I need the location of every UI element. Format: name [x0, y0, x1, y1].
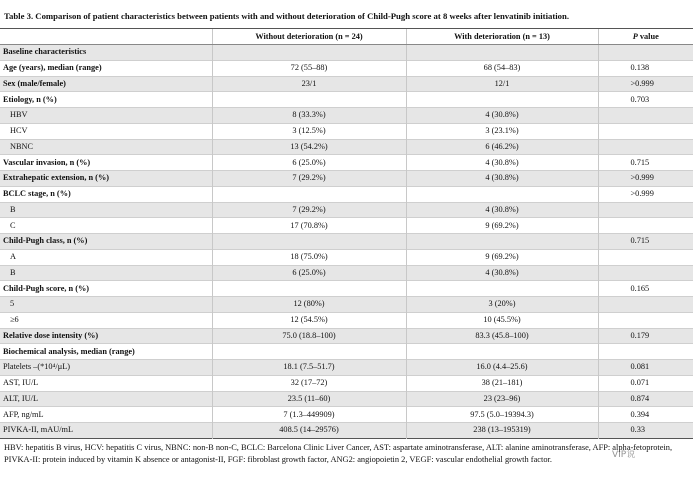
row-label: Relative dose intensity (%)	[3, 330, 99, 340]
cell-p-value: 0.874	[598, 391, 693, 407]
cell-p-value	[598, 123, 693, 139]
cell-without-deterioration	[212, 344, 406, 360]
row-label: HCV	[10, 126, 28, 136]
cell-with-deterioration	[406, 186, 598, 202]
cell-without-deterioration: 18.1 (7.5–51.7)	[212, 360, 406, 376]
cell-p-value	[598, 249, 693, 265]
table-row	[0, 297, 693, 313]
cell-with-deterioration: 4 (30.8%)	[406, 171, 598, 187]
table-row	[0, 234, 693, 250]
cell-p-value	[598, 297, 693, 313]
table-row	[0, 60, 693, 76]
cell-p-value: 0.394	[598, 407, 693, 423]
cell-p-value: >0.999	[598, 186, 693, 202]
row-label: ≥6	[10, 315, 19, 325]
cell-without-deterioration: 7 (1.3–449909)	[212, 407, 406, 423]
table-row	[0, 360, 693, 376]
cell-with-deterioration	[406, 234, 598, 250]
cell-without-deterioration: 18 (75.0%)	[212, 249, 406, 265]
cell-without-deterioration: 17 (70.8%)	[212, 218, 406, 234]
patient-characteristics-table	[0, 28, 693, 439]
cell-p-value	[598, 344, 693, 360]
cell-without-deterioration: 23/1	[212, 76, 406, 92]
table-row	[0, 92, 693, 108]
cell-without-deterioration	[212, 186, 406, 202]
cell-p-value: 0.138	[598, 60, 693, 76]
cell-without-deterioration: 408.5 (14–29576)	[212, 423, 406, 439]
header-without-deterioration: Without deterioration (n = 24)	[212, 29, 406, 45]
table-row	[0, 123, 693, 139]
row-label: 5	[10, 299, 15, 309]
cell-with-deterioration: 12/1	[406, 76, 598, 92]
cell-p-value	[598, 45, 693, 61]
row-label: AST, IU/L	[3, 378, 39, 388]
cell-with-deterioration: 4 (30.8%)	[406, 202, 598, 218]
row-label: Child-Pugh score, n (%)	[3, 283, 90, 293]
cell-p-value: 0.179	[598, 328, 693, 344]
cell-with-deterioration: 9 (69.2%)	[406, 249, 598, 265]
cell-p-value	[598, 218, 693, 234]
cell-with-deterioration: 4 (30.8%)	[406, 108, 598, 124]
row-label: Age (years), median (range)	[3, 63, 102, 73]
table-body	[0, 45, 693, 439]
table-caption: Table 3. Comparison of patient characteristics between patients with and without deterioration of Child-Pugh score at 8 weeks after lenvatinib initiation.	[4, 11, 569, 21]
row-label: PIVKA-II, mAU/mL	[3, 425, 74, 435]
cell-without-deterioration: 6 (25.0%)	[212, 155, 406, 171]
cell-without-deterioration: 12 (80%)	[212, 297, 406, 313]
row-label: HBV	[10, 110, 28, 120]
cell-without-deterioration: 13 (54.2%)	[212, 139, 406, 155]
table-row	[0, 139, 693, 155]
cell-p-value	[598, 312, 693, 328]
cell-with-deterioration: 4 (30.8%)	[406, 265, 598, 281]
table-row	[0, 328, 693, 344]
table-header-row	[0, 29, 693, 45]
row-label: C	[10, 220, 16, 230]
cell-p-value	[598, 202, 693, 218]
cell-with-deterioration	[406, 281, 598, 297]
cell-p-value: >0.999	[598, 171, 693, 187]
cell-with-deterioration: 83.3 (45.8–100)	[406, 328, 598, 344]
header-characteristic	[0, 29, 212, 45]
table-row	[0, 155, 693, 171]
cell-without-deterioration: 23.5 (11–60)	[212, 391, 406, 407]
row-label: Sex (male/female)	[3, 78, 66, 88]
cell-with-deterioration: 4 (30.8%)	[406, 155, 598, 171]
cell-without-deterioration: 6 (25.0%)	[212, 265, 406, 281]
cell-without-deterioration: 32 (17–72)	[212, 375, 406, 391]
header-with-deterioration: With deterioration (n = 13)	[406, 29, 598, 45]
cell-without-deterioration: 7 (29.2%)	[212, 202, 406, 218]
row-label: B	[10, 204, 16, 214]
row-label: BCLC stage, n (%)	[3, 189, 71, 199]
cell-with-deterioration: 3 (23.1%)	[406, 123, 598, 139]
table-row	[0, 249, 693, 265]
cell-p-value: 0.33	[598, 423, 693, 439]
cell-without-deterioration: 7 (29.2%)	[212, 171, 406, 187]
table-row	[0, 423, 693, 439]
cell-p-value	[598, 108, 693, 124]
cell-with-deterioration: 97.5 (5.0–19394.3)	[406, 407, 598, 423]
cell-without-deterioration: 8 (33.3%)	[212, 108, 406, 124]
table-row	[0, 407, 693, 423]
row-label: NBNC	[10, 141, 34, 151]
cell-with-deterioration: 238 (13–195319)	[406, 423, 598, 439]
row-label: Vascular invasion, n (%)	[3, 157, 91, 167]
table-row	[0, 186, 693, 202]
cell-with-deterioration: 23 (23–96)	[406, 391, 598, 407]
cell-with-deterioration: 6 (46.2%)	[406, 139, 598, 155]
row-label: Baseline characteristics	[3, 47, 87, 57]
cell-with-deterioration: 38 (21–181)	[406, 375, 598, 391]
cell-without-deterioration: 75.0 (18.8–100)	[212, 328, 406, 344]
cell-p-value	[598, 139, 693, 155]
table-row	[0, 281, 693, 297]
cell-p-value: 0.081	[598, 360, 693, 376]
cell-p-value: 0.715	[598, 155, 693, 171]
row-label: Biochemical analysis, median (range)	[3, 346, 135, 356]
watermark-logo: VIP说	[612, 450, 636, 460]
table-row	[0, 171, 693, 187]
row-label: Child-Pugh class, n (%)	[3, 236, 88, 246]
table-row	[0, 202, 693, 218]
table-row	[0, 218, 693, 234]
cell-without-deterioration	[212, 45, 406, 61]
cell-p-value	[598, 265, 693, 281]
cell-with-deterioration: 68 (54–83)	[406, 60, 598, 76]
table-footnote: HBV: hepatitis B virus, HCV: hepatitis C virus, NBNC: non-B non-C, BCLC: Barcelona Clinic Liver Cancer, AST: aspartate aminotransferase, ALT: alanine aminotransferase, AFP: alpha-fetoprotein, PIVKA-II: protein induced by vitamin K absence or antagonist-II, FGF: fibroblast growth factor, ANG2: angiopoietin 2, VEGF: vascular endothelial growth factor.	[4, 443, 673, 464]
header-p-value	[598, 29, 693, 45]
table-row	[0, 265, 693, 281]
table-row	[0, 108, 693, 124]
header-p-letter: P	[632, 31, 638, 41]
cell-p-value: 0.071	[598, 375, 693, 391]
cell-with-deterioration: 10 (45.5%)	[406, 312, 598, 328]
cell-without-deterioration: 72 (55–88)	[212, 60, 406, 76]
cell-p-value: 0.715	[598, 234, 693, 250]
table-row	[0, 76, 693, 92]
row-label: Extrahepatic extension, n (%)	[3, 173, 110, 183]
row-label: ALT, IU/L	[3, 393, 39, 403]
table-row	[0, 45, 693, 61]
row-label: A	[10, 252, 16, 262]
cell-without-deterioration: 3 (12.5%)	[212, 123, 406, 139]
cell-with-deterioration	[406, 45, 598, 61]
table-row	[0, 312, 693, 328]
cell-without-deterioration: 12 (54.5%)	[212, 312, 406, 328]
cell-with-deterioration: 16.0 (4.4–25.6)	[406, 360, 598, 376]
table-row	[0, 375, 693, 391]
table-row	[0, 344, 693, 360]
table-row	[0, 391, 693, 407]
row-label: B	[10, 267, 16, 277]
cell-p-value: 0.703	[598, 92, 693, 108]
row-label: Platelets –(*10⁴/μL)	[3, 362, 71, 372]
cell-p-value: >0.999	[598, 76, 693, 92]
cell-with-deterioration: 9 (69.2%)	[406, 218, 598, 234]
cell-with-deterioration: 3 (20%)	[406, 297, 598, 313]
header-p-suffix: value	[637, 31, 659, 41]
cell-p-value: 0.165	[598, 281, 693, 297]
cell-with-deterioration	[406, 344, 598, 360]
cell-without-deterioration	[212, 234, 406, 250]
row-label: AFP, ng/mL	[3, 409, 44, 419]
cell-without-deterioration	[212, 281, 406, 297]
cell-without-deterioration	[212, 92, 406, 108]
row-label: Etiology, n (%)	[3, 94, 57, 104]
cell-with-deterioration	[406, 92, 598, 108]
